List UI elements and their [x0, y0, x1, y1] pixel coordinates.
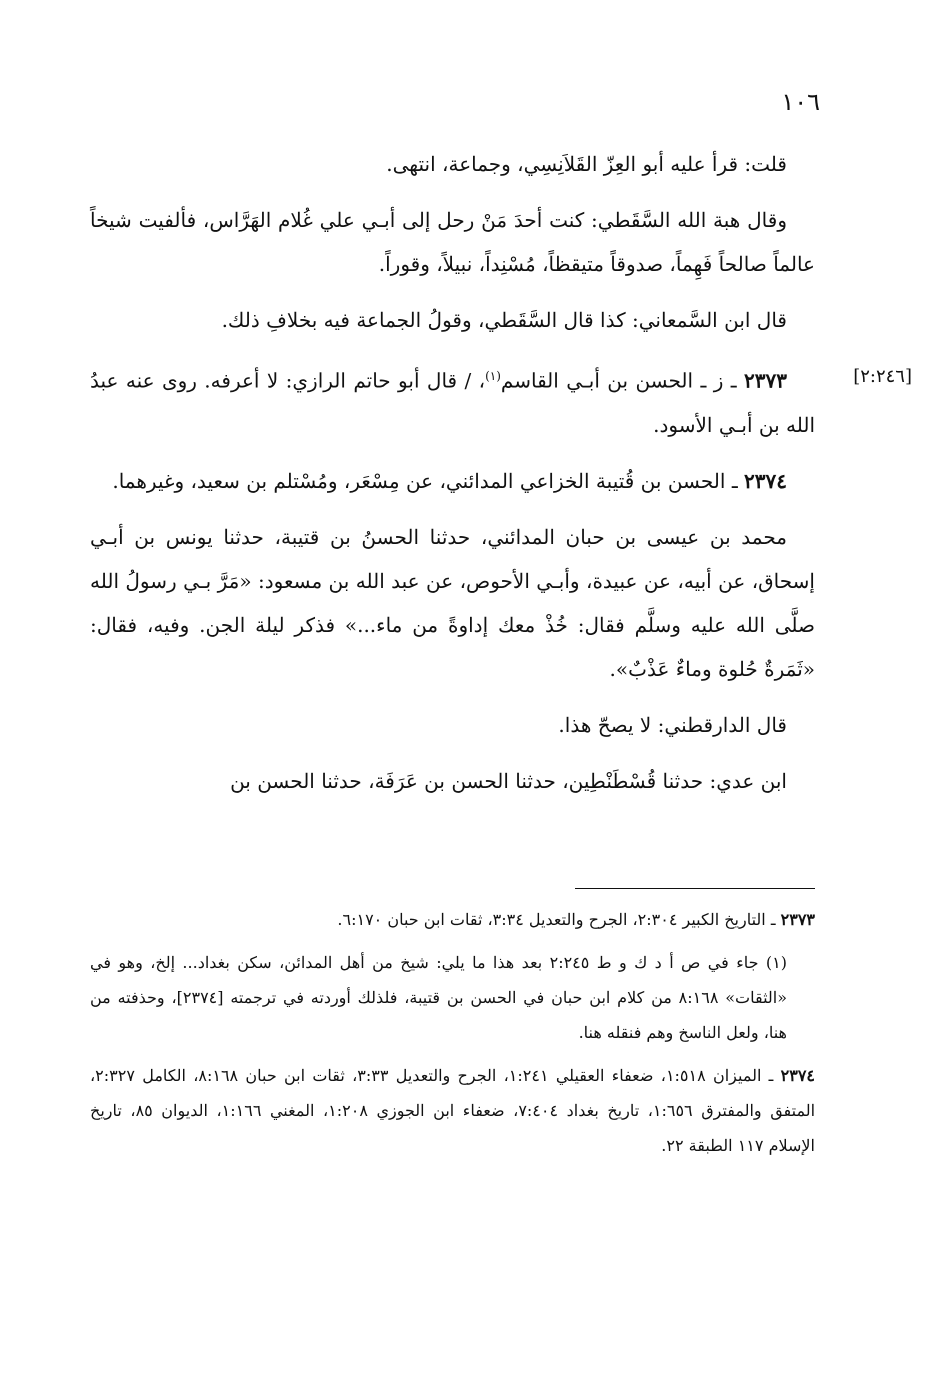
entry-text: ـ الحسن بن قُتيبة الخزاعي المدائني، عن مِسْعَر، ومُسْتلم بن سعيد، وغيرهما.: [112, 468, 738, 493]
footnote: [90, 902, 815, 937]
footnote-text: ـ التاريخ الكبير ٢:٣٠٤، الجرح والتعديل ٣:٣٤، ثقات ابن حبان ٦:١٧٠.: [337, 910, 776, 929]
footnote-number: (١): [765, 953, 787, 972]
entry-text: ، / قال أبو حاتم الرازي: لا أعرفه. روى عنه عبدُ الله بن أبـي الأسود.: [90, 368, 815, 437]
entry-2374: [90, 459, 815, 503]
paragraph: قلت: قرأ عليه أبو العِزّ القَلاَنِسِي، وجماعة، انتهى.: [386, 152, 787, 176]
entry-number: ٢٣٧٣: [744, 368, 787, 393]
footnote: [90, 945, 815, 1050]
footnote-text: جاء في ص أ د ك و ط ٢:٢٤٥ بعد هذا ما يلي: شيخ من أهل المدائن، سكن بغداد... إلخ، وهو في «الثقات» ٨:١٦٨ من كلام ابن حبان في الحسن بن قتيبة، فلذلك أوردته في ترجمته [٢٣٧٤]، وحذفته من هنا، ولعل الناسخ وهم فنقله هنا.: [90, 953, 788, 1042]
page-number: ١٠٦: [781, 88, 820, 116]
side-reference: [٢:٢٤٦]: [853, 366, 912, 387]
footnote: [90, 1058, 815, 1163]
footnote-divider: [575, 888, 815, 889]
entry-text: ـ ز ـ الحسن بن أبـي القاسم: [500, 368, 737, 393]
paragraph: قال ابن السَّمعاني: كذا قال السَّقَطي، وقولُ الجماعة فيه بخلافِ ذلك.: [221, 308, 787, 332]
paragraph: محمد بن عيسى بن حبان المدائني، حدثنا الحسنُ بن قتيبة، حدثنا يونس بن أبـي إسحاق، عن أبيه، عن عبيدة، وأبـي الأحوص، عن عبد الله بن مسعود: «مَرَّ بـي رسولُ الله صلَّى الله عليه وسلَّم فقال: خُذْ معك إداوةً من ماء...» فذكر ليلة الجن. وفيه، فقال: «ثَمَرةٌ حُلوة وماءٌ عَذْبٌ».: [90, 524, 815, 681]
paragraph: ابن عدي: حدثنا قُسْطَنْطِين، حدثنا الحسن بن عَرَفَة، حدثنا الحسن بن: [230, 768, 787, 793]
footnotes: [90, 902, 815, 1171]
entry-2373: [90, 354, 815, 447]
entry-number: ٢٣٧٤: [744, 468, 787, 493]
footnote-text: ـ الميزان ١:٥١٨، ضعفاء العقيلي ١:٢٤١، الجرح والتعديل ٣:٣٣، ثقات ابن حبان ٨:١٦٨، الكامل ٢:٣٢٧، المتفق والمفترق ١:٦٥٦، تاريخ بغداد ٧:٤٠٤، ضعفاء ابن الجوزي ١:٢٠٨، المغني ١:١٦٦، الديوان ٨٥، تاريخ الإسلام ١١٧ الطبقة ٢٢.: [90, 1066, 816, 1155]
paragraph: قال الدارقطني: لا يصحّ هذا.: [558, 712, 787, 737]
footnote-number: ٢٣٧٤: [780, 1066, 816, 1085]
footnote-number: ٢٣٧٣: [780, 910, 815, 929]
main-text: [90, 142, 815, 815]
footnote-marker: (١): [485, 369, 501, 383]
paragraph: وقال هبة الله السَّقَطي: كنت أحدَ مَنْ رحل إلى أبـي علي غُلام الهَرَّاس، فألفيت شيخاً عالماً صالحاً فَهِماً، صدوقاً متيقظاً، مُسْنِداً، نبيلاً، وقوراً.: [90, 208, 815, 276]
